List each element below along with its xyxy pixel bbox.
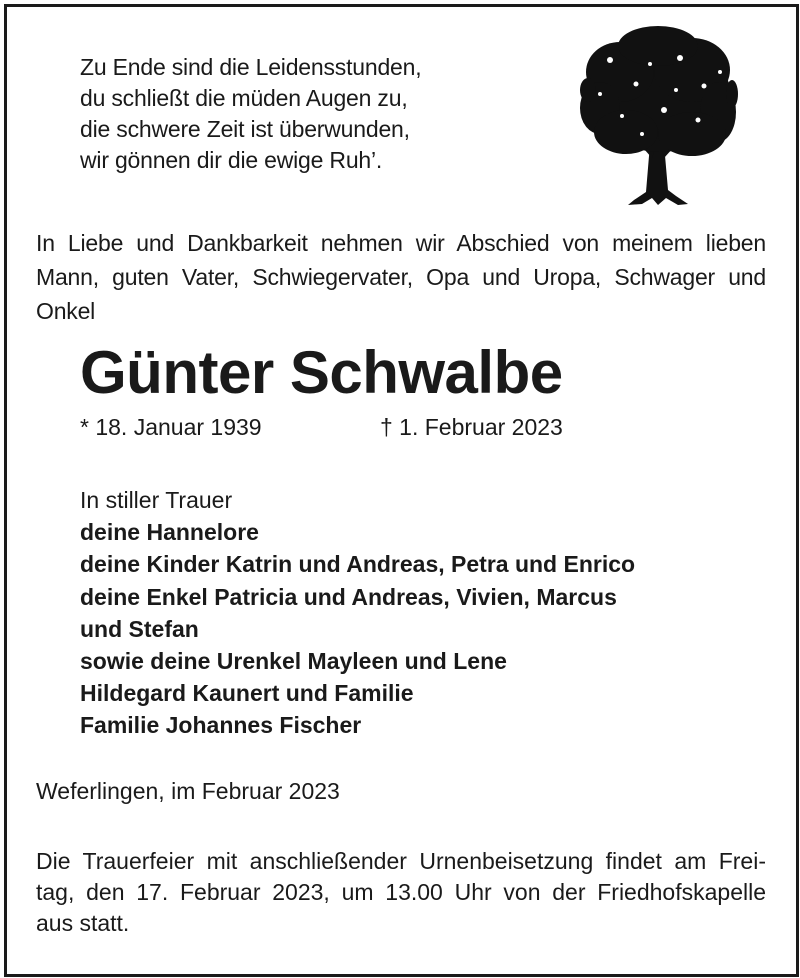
funeral-line: aus statt. <box>36 910 130 936</box>
mourner-line: deine Hannelore <box>80 519 259 546</box>
place-date: Weferlingen, im Februar 2023 <box>36 778 340 804</box>
mourner-line: Familie Johannes Fischer <box>80 712 362 739</box>
funeral-info <box>36 846 766 939</box>
mourner-line: deine Kinder Katrin und Andreas, Petra und Enrico <box>80 551 636 578</box>
death-date: † 1. Februar 2023 <box>380 414 563 440</box>
poem <box>80 52 421 176</box>
mourners <box>80 484 635 742</box>
birth-date: * 18. Januar 1939 <box>80 414 262 440</box>
poem-line: Zu Ende sind die Leidensstunden, <box>80 54 422 80</box>
poem-line: die schwere Zeit ist überwunden, <box>80 116 410 142</box>
mourners-heading: In stiller Trauer <box>80 487 233 513</box>
tree-icon <box>580 24 738 206</box>
funeral-line: tag, den 17. Februar 2023, um 13.00 Uhr von der Friedhofskapelle <box>36 879 766 905</box>
mourner-line: Hildegard Kaunert und Familie <box>80 680 414 707</box>
poem-line: du schließt die müden Augen zu, <box>80 85 408 111</box>
intro-text: In Liebe und Dankbarkeit nehmen wir Abschied von meinem lieben Mann, guten Vater, Schwiegervater, Opa und Uropa, Schwager und Onkel <box>36 230 766 324</box>
poem-line: wir gönnen dir die ewige Ruh’. <box>80 147 383 173</box>
deceased-name: Günter Schwalbe <box>80 339 563 406</box>
mourner-line: deine Enkel Patricia und Andreas, Vivien, Marcus <box>80 583 617 610</box>
mourner-line: und Stefan <box>80 615 199 642</box>
funeral-line: Die Trauerfeier mit anschließender Urnenbeisetzung findet am Frei- <box>36 848 766 874</box>
mourner-line: sowie deine Urenkel Mayleen und Lene <box>80 648 507 675</box>
